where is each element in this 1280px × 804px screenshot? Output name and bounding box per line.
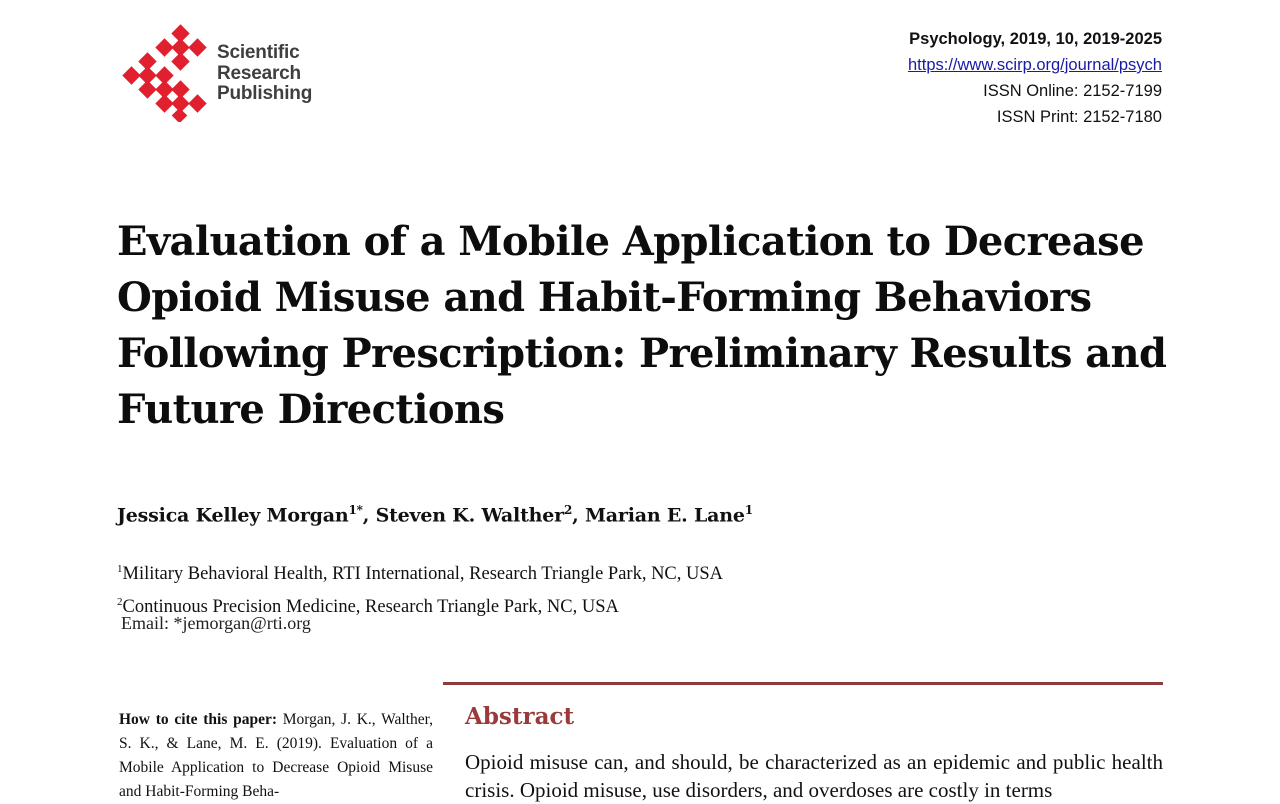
logo-diamond <box>155 38 173 56</box>
logo-diamond <box>138 80 156 98</box>
affiliation-text: Military Behavioral Health, RTI International, Research Triangle Park, NC, USA <box>122 564 724 585</box>
abstract-heading: Abstract <box>465 703 575 730</box>
logo-diamond <box>172 108 188 122</box>
journal-url-link[interactable]: https://www.scirp.org/journal/psych <box>907 56 1162 74</box>
abstract-text: Opioid misuse can, and should, be characterized as an epidemic and public health crisis. Opioid misuse, use disorders, and overdoses are costly in terms <box>465 750 1163 802</box>
contact-email: Email: *jemorgan@rti.org <box>121 613 311 633</box>
affiliations <box>117 556 723 621</box>
publisher-logo <box>122 24 332 122</box>
cite-box <box>119 708 433 804</box>
author-name: Jessica Kelley Morgan <box>117 504 349 527</box>
author-superscript: 1 <box>744 503 753 517</box>
author-list <box>117 503 753 526</box>
issn-online: ISSN Online: 2152-7199 <box>983 82 1162 100</box>
author-superscript: 2 <box>563 503 573 517</box>
affiliation-item <box>117 556 723 589</box>
affiliation-superscript: 2 <box>117 595 123 608</box>
author-separator: , <box>362 504 376 527</box>
author-separator: , <box>572 504 585 527</box>
affiliation-superscript: 1 <box>117 563 123 575</box>
publisher-name-line: Research <box>217 62 301 84</box>
author-name: Steven K. Walther <box>375 504 564 527</box>
logo-diamond <box>122 66 140 84</box>
journal-citation: Psychology, 2019, 10, 2019-2025 <box>909 30 1162 48</box>
issn-print: ISSN Print: 2152-7180 <box>996 108 1162 126</box>
publisher-name-line: Scientific <box>217 42 300 63</box>
logo-diamond <box>155 94 173 112</box>
paper-title: Evaluation of a Mobile Application to Decrease Opioid Misuse and Habit-Forming Behaviors Following Prescription: Preliminary Results and Future Directions <box>117 218 1167 433</box>
author-name: Marian E. Lane <box>584 504 745 527</box>
journal-info <box>908 26 1162 130</box>
logo-diamond <box>171 52 189 70</box>
publisher-name-line: Publishing <box>217 83 313 104</box>
abstract-divider <box>443 682 1163 685</box>
red-diamond-cluster-icon <box>122 24 218 122</box>
cite-box-text: Morgan, J. K., Walther, S. K., & Lane, M. E. (2019). Evaluation of a Mobile Application to Decrease Opioid Misuse and Habit-Forming Beha- <box>119 711 434 800</box>
cite-box-label: How to cite this paper: <box>119 711 277 728</box>
affiliation-text: Continuous Precision Medicine, Research Triangle Park, NC, USA <box>122 596 619 617</box>
publisher-name <box>217 43 312 105</box>
logo-diamond <box>188 38 206 56</box>
author-superscript: 1* <box>348 503 363 517</box>
logo-diamond <box>188 94 206 112</box>
